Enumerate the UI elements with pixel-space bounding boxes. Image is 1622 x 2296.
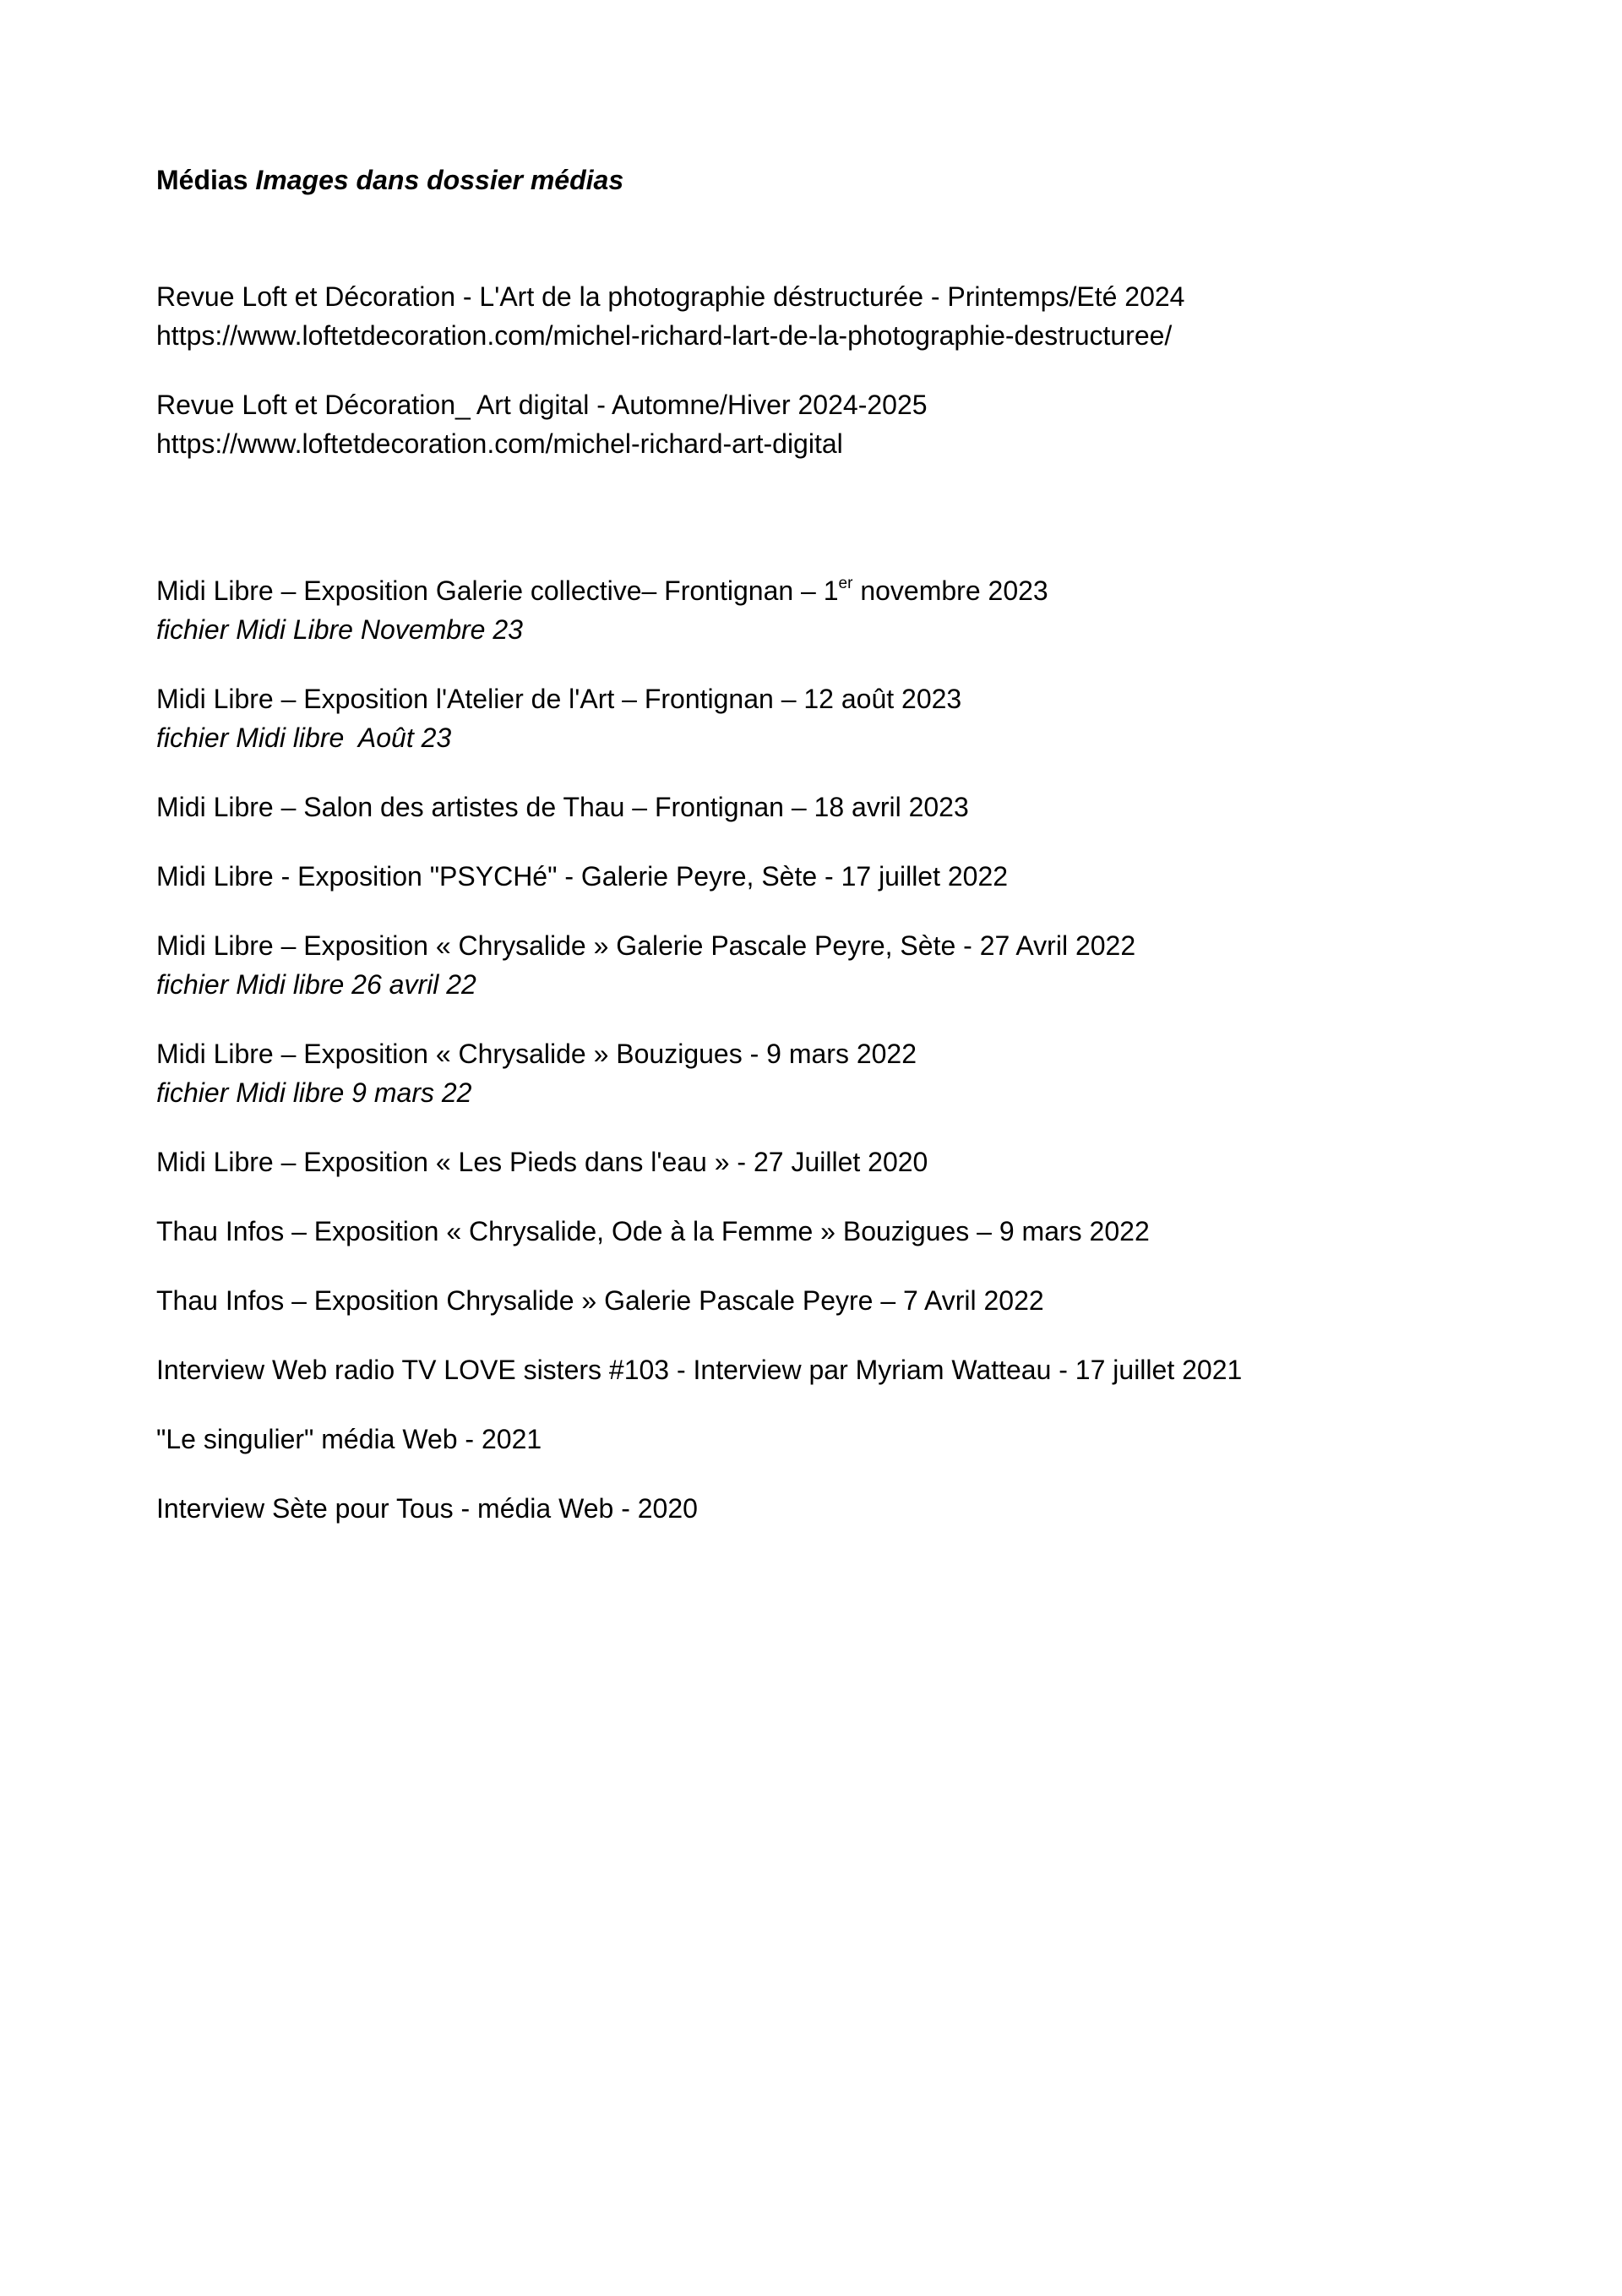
press-item-midi-libre-nov-2023 bbox=[156, 571, 1508, 649]
title-bold: Médias bbox=[156, 165, 248, 195]
press-item-text: "Le singulier" média Web - 2021 bbox=[156, 1424, 542, 1454]
press-item-text: Interview Sète pour Tous - média Web - 2020 bbox=[156, 1493, 698, 1524]
press-item-text: Midi Libre – Exposition « Chrysalide » Galerie Pascale Peyre, Sète - 27 Avril 2022 bbox=[156, 930, 1136, 961]
press-item-sete-pour-tous bbox=[156, 1489, 1508, 1528]
press-item-web-radio-interview bbox=[156, 1350, 1508, 1389]
press-item-thau-infos-apr-2022 bbox=[156, 1281, 1508, 1320]
press-item-midi-libre-mar-2022 bbox=[156, 1034, 1508, 1112]
web-article-title: Revue Loft et Décoration_ Art digital - Automne/Hiver 2024-2025 bbox=[156, 390, 928, 420]
press-item-file-note: fichier Midi libre Août 23 bbox=[156, 723, 452, 753]
press-item-midi-libre-apr-2023 bbox=[156, 788, 1508, 826]
web-article-url[interactable]: https://www.loftetdecoration.com/michel-richard-art-digital bbox=[156, 428, 843, 459]
press-item-text: Midi Libre – Exposition « Les Pieds dans l'eau » - 27 Juillet 2020 bbox=[156, 1147, 928, 1177]
press-item-text: Midi Libre - Exposition "PSYCHé" - Galerie Peyre, Sète - 17 juillet 2022 bbox=[156, 861, 1009, 892]
press-item-midi-libre-jul-2022 bbox=[156, 857, 1508, 896]
press-item-text: Thau Infos – Exposition Chrysalide » Galerie Pascale Peyre – 7 Avril 2022 bbox=[156, 1285, 1044, 1316]
page-title bbox=[156, 161, 1508, 199]
press-item-midi-libre-apr-2022 bbox=[156, 926, 1508, 1004]
press-item-le-singulier bbox=[156, 1420, 1508, 1459]
web-article-title: Revue Loft et Décoration - L'Art de la photographie déstructurée - Printemps/Eté 2024 bbox=[156, 281, 1185, 312]
press-item-text: Midi Libre – Exposition Galerie collective– Frontignan – 1er novembre 2023 bbox=[156, 575, 1048, 606]
press-item-file-note: fichier Midi libre 26 avril 22 bbox=[156, 969, 476, 1000]
title-italic: Images dans dossier médias bbox=[255, 165, 624, 195]
press-item-midi-libre-aug-2023 bbox=[156, 679, 1508, 757]
press-item-file-note: fichier Midi libre 9 mars 22 bbox=[156, 1077, 472, 1108]
press-item-midi-libre-jul-2020 bbox=[156, 1143, 1508, 1181]
document-content bbox=[156, 161, 1508, 1528]
press-item-text: Thau Infos – Exposition « Chrysalide, Ode à la Femme » Bouzigues – 9 mars 2022 bbox=[156, 1216, 1150, 1246]
press-item-text: Midi Libre – Exposition l'Atelier de l'Art – Frontignan – 12 août 2023 bbox=[156, 684, 962, 714]
press-item-text: Interview Web radio TV LOVE sisters #103 - Interview par Myriam Watteau - 17 juillet 2021 bbox=[156, 1355, 1243, 1385]
ordinal-superscript: er bbox=[838, 575, 853, 593]
web-article-loft-2024-2025 bbox=[156, 385, 1508, 463]
press-item-text: Midi Libre – Exposition « Chrysalide » Bouzigues - 9 mars 2022 bbox=[156, 1039, 917, 1069]
web-article-loft-2024 bbox=[156, 277, 1508, 355]
web-article-url[interactable]: https://www.loftetdecoration.com/michel-richard-lart-de-la-photographie-destructuree/ bbox=[156, 320, 1173, 351]
press-item-file-note: fichier Midi Libre Novembre 23 bbox=[156, 614, 523, 645]
press-item-thau-infos-mar-2022 bbox=[156, 1212, 1508, 1251]
press-item-text: Midi Libre – Salon des artistes de Thau – Frontignan – 18 avril 2023 bbox=[156, 792, 969, 822]
